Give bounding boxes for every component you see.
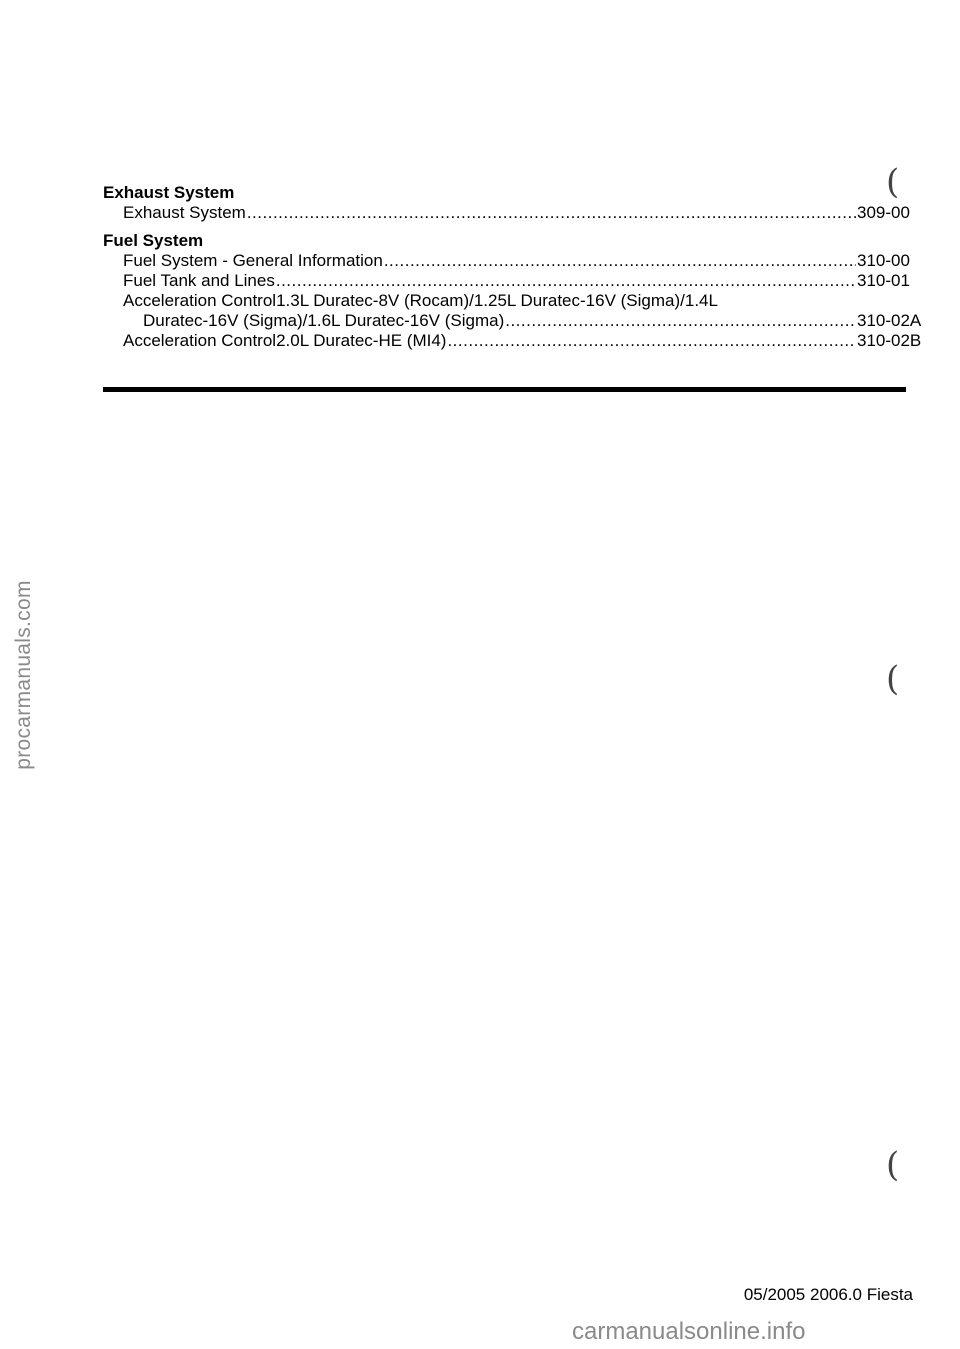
leader-dots — [447, 331, 856, 351]
section-title-fuel: Fuel System — [103, 231, 204, 250]
toc-entry-label: Fuel System - General Information — [123, 251, 383, 270]
toc-entry-code: 310-02A — [857, 311, 922, 330]
leader-dots — [247, 203, 856, 223]
toc-entry-line2 — [123, 311, 921, 331]
leader-dots — [276, 271, 856, 291]
table-of-contents — [103, 183, 921, 351]
bottom-watermark: carmanualsonline.info — [572, 1318, 806, 1345]
toc-entry[interactable] — [103, 251, 921, 271]
side-watermark — [4, 560, 44, 790]
section-title-exhaust: Exhaust System — [103, 183, 235, 202]
toc-entry-label-line1: Acceleration Control1.3L Duratec-8V (Rocam)/1.25L Duratec-16V (Sigma)/1.4L — [123, 291, 718, 310]
toc-entry[interactable] — [103, 331, 921, 351]
toc-entry[interactable] — [103, 203, 921, 223]
toc-entry-code: 310-01 — [857, 271, 910, 290]
toc-entry-multiline[interactable] — [103, 291, 921, 331]
section-divider — [103, 387, 906, 392]
page-footer: 05/2005 2006.0 Fiesta — [743, 1285, 913, 1304]
leader-dots — [505, 311, 856, 331]
toc-entry-label: Acceleration Control2.0L Duratec-HE (MI4) — [123, 331, 447, 350]
binder-hole-mark-middle: ( — [886, 659, 900, 699]
toc-entry-code: 310-02B — [857, 331, 922, 350]
toc-entry[interactable] — [103, 271, 921, 291]
leader-dots — [384, 251, 856, 271]
toc-entry-label-line2: Duratec-16V (Sigma)/1.6L Duratec-16V (Sigma) — [143, 311, 505, 330]
side-watermark-text: procarmanuals.com — [12, 580, 36, 770]
toc-entry-label: Fuel Tank and Lines — [123, 271, 275, 290]
binder-hole-mark-bottom: ( — [886, 1145, 900, 1185]
toc-entry-code: 309-00 — [857, 203, 910, 222]
binder-hole-mark-top: ( — [886, 162, 900, 202]
toc-entry-label: Exhaust System — [123, 203, 246, 222]
toc-entry-code: 310-00 — [857, 251, 910, 270]
